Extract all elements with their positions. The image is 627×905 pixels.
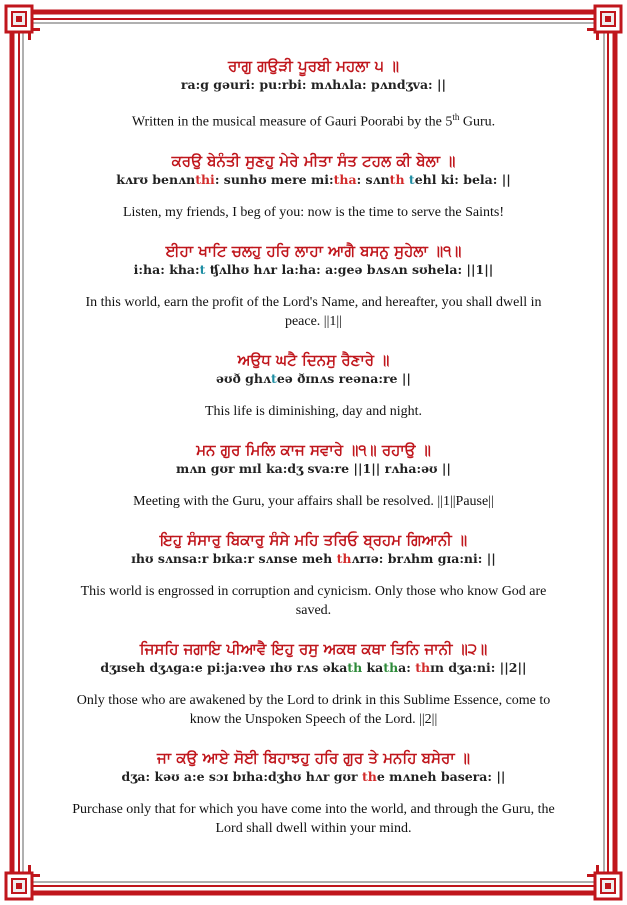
corner-ornament-top-left bbox=[6, 6, 32, 32]
transliteration-segment: ʌrɪə: brʌhm gɪa:ni: || bbox=[351, 550, 496, 566]
gurmukhi-line: ਅਉਧ ਘਟੈ ਦਿਨਸੁ ਰੈਣਾਰੇ ॥ bbox=[237, 350, 390, 369]
transliteration-segment: th bbox=[415, 659, 431, 675]
transliteration-line bbox=[58, 171, 569, 189]
transliteration-line bbox=[58, 76, 569, 94]
gurmukhi-line: ਜਿਸਹਿ ਜਗਾਇ ਪੀਆਵੈ ਇਹੁ ਰਸੁ ਅਕਥ ਕਥਾ ਤਿਨਿ ਜਾਨੀ ॥੨॥ bbox=[139, 639, 488, 658]
shabad-content bbox=[58, 56, 569, 857]
translation-line bbox=[70, 293, 557, 331]
transliteration-segment: t bbox=[199, 261, 206, 277]
verse-1 bbox=[58, 56, 569, 132]
gurmukhi-line: ਕਰਉ ਬੇਨੰਤੀ ਸੁਣਹੁ ਮੇਰੇ ਮੀਤਾ ਸੰਤ ਟਹਲ ਕੀ ਬੇਲਾ ॥ bbox=[171, 151, 456, 170]
gurmukhi-line: ਇਹੁ ਸੰਸਾਰੁ ਬਿਕਾਰੁ ਸੰਸੇ ਮਹਿ ਤਰਿਓ ਬ੍ਰਹਮ ਗਿਆਨੀ ॥ bbox=[159, 530, 468, 549]
transliteration-line bbox=[58, 768, 569, 786]
transliteration-segment: ɪhʊ sʌnsa:r bɪka:r sʌnse meh bbox=[131, 550, 337, 566]
transliteration-segment: th bbox=[347, 659, 363, 675]
transliteration-segment: : sunhʊ mere mi: bbox=[214, 171, 334, 187]
transliteration-line bbox=[58, 550, 569, 568]
transliteration-segment: mʌn gʊr mɪl ka:dʒ sva:re ||1|| rʌha:əʊ || bbox=[176, 460, 451, 476]
translation-line bbox=[70, 203, 557, 222]
gurmukhi-line: ਰਾਗੁ ਗਉੜੀ ਪੂਰਬੀ ਮਹਲਾ ੫ ॥ bbox=[227, 57, 400, 75]
verse-2 bbox=[58, 151, 569, 222]
translation-text: Purchase only that for which you have come into the world, and through the Guru, the Lord shall dwell within your mind. bbox=[72, 801, 555, 836]
translation-line bbox=[70, 492, 557, 511]
translation-line bbox=[70, 108, 557, 132]
transliteration-segment: : sʌn bbox=[356, 171, 390, 187]
transliteration-segment: thi bbox=[195, 171, 215, 187]
translation-text: In this world, earn the profit of the Lord's Name, and hereafter, you shall dwell in peace. ||1|| bbox=[85, 294, 542, 329]
transliteration-segment: a: bbox=[398, 659, 416, 675]
transliteration-line bbox=[58, 261, 569, 279]
transliteration-segment: ehl ki: bela: || bbox=[414, 171, 511, 187]
transliteration-line bbox=[58, 370, 569, 388]
translation-text: This world is engrossed in corruption and cynicism. Only those who know God are saved. bbox=[80, 583, 547, 618]
gurmukhi-line: ਈਹਾ ਖਾਟਿ ਚਲਹੁ ਹਰਿ ਲਾਹਾ ਆਗੈ ਬਸਨੁ ਸੁਹੇਲਾ ॥੧॥ bbox=[165, 241, 462, 260]
corner-ornament-top-right bbox=[595, 6, 621, 32]
corner-ornament-bottom-right bbox=[595, 873, 621, 899]
verse-4 bbox=[58, 350, 569, 421]
transliteration-segment: kʌrʊ benʌn bbox=[116, 171, 196, 187]
transliteration-line bbox=[58, 460, 569, 478]
corner-ornament-bottom-left bbox=[6, 873, 32, 899]
verse-7 bbox=[58, 639, 569, 729]
translation-text: Listen, my friends, I beg of you: now is the time to serve the Saints! bbox=[122, 204, 505, 220]
transliteration-segment: ka bbox=[362, 659, 384, 675]
verse-3 bbox=[58, 241, 569, 331]
verse-8 bbox=[58, 748, 569, 838]
translation-line bbox=[70, 691, 557, 729]
translation-text: Written in the musical measure of Gauri Poorabi by the 5 bbox=[131, 114, 453, 130]
transliteration-segment: dʒɪseh dʒʌga:e pi:ja:veə ɪhʊ rʌs əka bbox=[100, 659, 348, 675]
transliteration-segment: i:ha: kha: bbox=[133, 261, 200, 277]
transliteration-segment: dʒa: kəʊ a:e sɔɪ bɪha:dʒhʊ hʌr gʊr bbox=[121, 768, 362, 784]
transliteration-line bbox=[58, 659, 569, 677]
transliteration-segment: ʧʌlhʊ hʌr la:ha: a:geə bʌsʌn sʊhela: ||1|| bbox=[205, 261, 494, 277]
gurmukhi-line: ਜਾ ਕਉ ਆਏ ਸੋਈ ਬਿਹਾਝਹੁ ਹਰਿ ਗੁਰ ਤੇ ਮਨਹਿ ਬਸੇਰਾ ॥ bbox=[157, 748, 470, 767]
translation-line bbox=[70, 402, 557, 421]
transliteration-segment: ra:g gəuri: pu:rbi: mʌhʌla: pʌndʒva: || bbox=[180, 77, 447, 92]
translation-text: Only those who are awakened by the Lord to drink in this Sublime Essence, come to know the Unspoken Speech of the Lord. ||2|| bbox=[76, 692, 551, 727]
transliteration-segment: th bbox=[383, 659, 399, 675]
transliteration-segment: t bbox=[271, 370, 277, 386]
verse-6 bbox=[58, 530, 569, 620]
translation-line bbox=[70, 800, 557, 838]
translation-line bbox=[70, 582, 557, 620]
transliteration-segment: th bbox=[389, 171, 405, 187]
verse-5 bbox=[58, 440, 569, 511]
transliteration-segment: eə ðɪnʌs reəna:re || bbox=[276, 370, 411, 386]
translation-tail: Guru. bbox=[459, 114, 496, 130]
transliteration-segment: ɪn dʒa:ni: ||2|| bbox=[430, 659, 527, 675]
transliteration-segment: əʊð ghʌ bbox=[216, 370, 272, 386]
transliteration-segment: th bbox=[336, 550, 352, 566]
translation-text: Meeting with the Guru, your affairs shall be resolved. ||1||Pause|| bbox=[133, 493, 494, 509]
ordinal-suffix: th bbox=[452, 112, 460, 122]
transliteration-segment: tha bbox=[333, 171, 357, 187]
transliteration-segment: e mʌneh basera: || bbox=[376, 768, 506, 784]
transliteration-segment: t bbox=[408, 171, 415, 187]
gurmukhi-line: ਮਨ ਗੁਰ ਮਿਲਿ ਕਾਜ ਸਵਾਰੇ ॥੧॥ ਰਹਾਉ ॥ bbox=[196, 440, 431, 459]
transliteration-segment: th bbox=[361, 768, 377, 784]
translation-text: This life is diminishing, day and night. bbox=[205, 403, 422, 419]
